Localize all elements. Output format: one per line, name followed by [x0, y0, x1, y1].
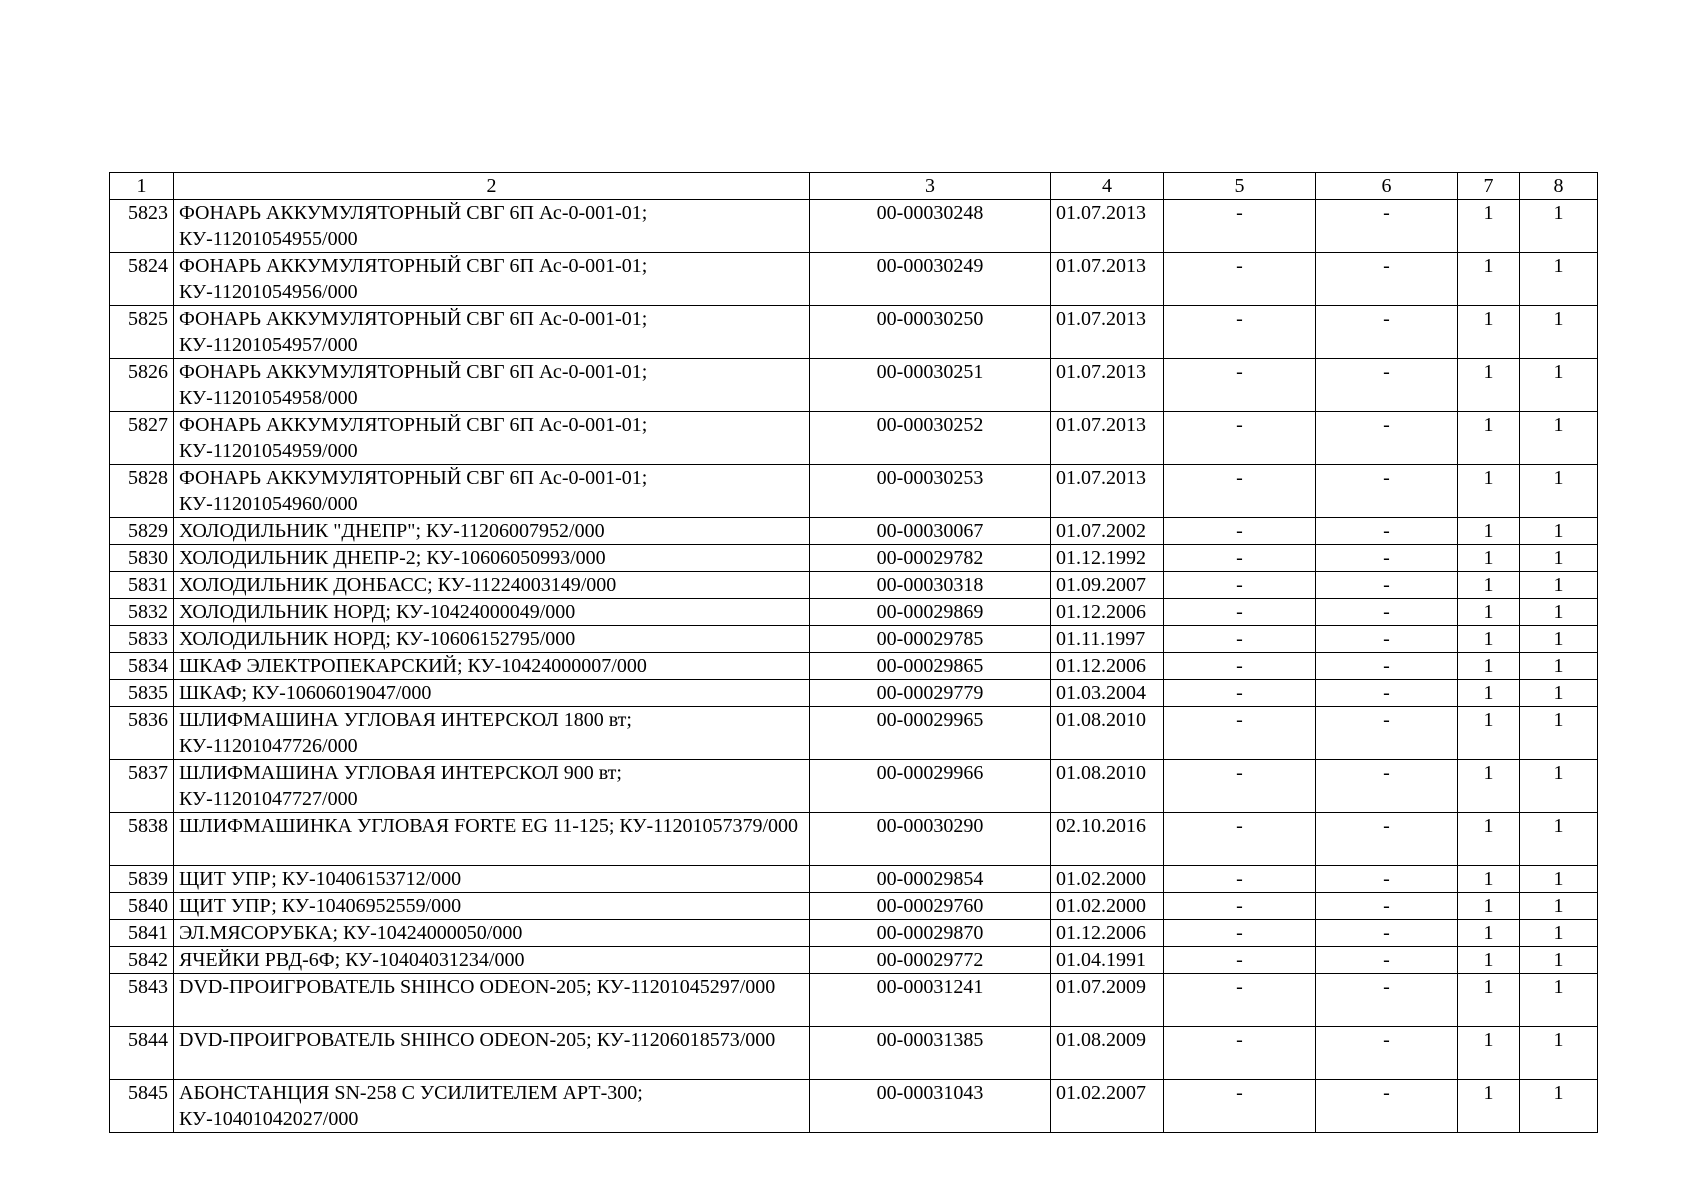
row-number: 5827 — [110, 412, 174, 465]
column-7-value: 1 — [1458, 707, 1520, 760]
column-5-value: - — [1164, 653, 1316, 680]
inventory-number: 00-00029865 — [810, 653, 1051, 680]
inventory-number: 00-00029966 — [810, 760, 1051, 813]
inventory-number: 00-00030250 — [810, 306, 1051, 359]
inventory-number: 00-00031241 — [810, 974, 1051, 1027]
table-row — [110, 599, 1598, 626]
inventory-number: 00-00030253 — [810, 465, 1051, 518]
item-name: ХОЛОДИЛЬНИК ДОНБАСС; КУ-11224003149/000 — [174, 572, 810, 599]
inventory-number: 00-00029785 — [810, 626, 1051, 653]
column-6-value: - — [1316, 866, 1458, 893]
item-name: ШКАФ; КУ-10606019047/000 — [174, 680, 810, 707]
column-6-value: - — [1316, 947, 1458, 974]
inventory-number: 00-00030251 — [810, 359, 1051, 412]
header-row — [110, 173, 1598, 200]
column-5-value: - — [1164, 200, 1316, 253]
item-date: 02.10.2016 — [1051, 813, 1164, 866]
item-name: ЩИТ УПР; КУ-10406153712/000 — [174, 866, 810, 893]
column-5-value: - — [1164, 974, 1316, 1027]
column-header-4: 4 — [1051, 173, 1164, 200]
column-7-value: 1 — [1458, 412, 1520, 465]
column-5-value: - — [1164, 518, 1316, 545]
column-5-value: - — [1164, 626, 1316, 653]
column-8-value: 1 — [1520, 1080, 1598, 1133]
table-row — [110, 760, 1598, 813]
column-6-value: - — [1316, 893, 1458, 920]
table-row — [110, 893, 1598, 920]
table-row — [110, 626, 1598, 653]
table-row — [110, 253, 1598, 306]
column-header-5: 5 — [1164, 173, 1316, 200]
row-number: 5837 — [110, 760, 174, 813]
item-date: 01.02.2000 — [1051, 866, 1164, 893]
column-7-value: 1 — [1458, 253, 1520, 306]
column-7-value: 1 — [1458, 465, 1520, 518]
column-5-value: - — [1164, 866, 1316, 893]
row-number: 5834 — [110, 653, 174, 680]
table-row — [110, 1080, 1598, 1133]
column-7-value: 1 — [1458, 599, 1520, 626]
inventory-number: 00-00029779 — [810, 680, 1051, 707]
column-6-value: - — [1316, 359, 1458, 412]
column-8-value: 1 — [1520, 572, 1598, 599]
row-number: 5840 — [110, 893, 174, 920]
item-date: 01.07.2009 — [1051, 974, 1164, 1027]
table-row — [110, 545, 1598, 572]
column-7-value: 1 — [1458, 359, 1520, 412]
column-6-value: - — [1316, 599, 1458, 626]
column-6-value: - — [1316, 653, 1458, 680]
table-row — [110, 412, 1598, 465]
item-date: 01.12.1992 — [1051, 545, 1164, 572]
column-6-value: - — [1316, 707, 1458, 760]
column-5-value: - — [1164, 680, 1316, 707]
column-8-value: 1 — [1520, 813, 1598, 866]
inventory-number: 00-00029854 — [810, 866, 1051, 893]
item-name: ШЛИФМАШИНА УГЛОВАЯ ИНТЕРСКОЛ 900 вт; КУ-11201047727/000 — [174, 760, 810, 813]
item-date: 01.12.2006 — [1051, 599, 1164, 626]
item-date: 01.02.2000 — [1051, 893, 1164, 920]
column-8-value: 1 — [1520, 680, 1598, 707]
row-number: 5843 — [110, 974, 174, 1027]
table-row — [110, 707, 1598, 760]
column-7-value: 1 — [1458, 974, 1520, 1027]
row-number: 5826 — [110, 359, 174, 412]
column-6-value: - — [1316, 974, 1458, 1027]
column-6-value: - — [1316, 760, 1458, 813]
item-date: 01.08.2009 — [1051, 1027, 1164, 1080]
inventory-number: 00-00030252 — [810, 412, 1051, 465]
inventory-number: 00-00031043 — [810, 1080, 1051, 1133]
row-number: 5824 — [110, 253, 174, 306]
column-7-value: 1 — [1458, 893, 1520, 920]
row-number: 5823 — [110, 200, 174, 253]
item-date: 01.09.2007 — [1051, 572, 1164, 599]
item-name: ФОНАРЬ АККУМУЛЯТОРНЫЙ СВГ 6П Ас-0-001-01; КУ-11201054958/000 — [174, 359, 810, 412]
column-8-value: 1 — [1520, 866, 1598, 893]
table-row — [110, 518, 1598, 545]
item-date: 01.11.1997 — [1051, 626, 1164, 653]
table-row — [110, 866, 1598, 893]
column-8-value: 1 — [1520, 599, 1598, 626]
item-date: 01.07.2013 — [1051, 200, 1164, 253]
column-5-value: - — [1164, 465, 1316, 518]
row-number: 5830 — [110, 545, 174, 572]
column-8-value: 1 — [1520, 760, 1598, 813]
item-date: 01.07.2013 — [1051, 465, 1164, 518]
column-8-value: 1 — [1520, 545, 1598, 572]
table-row — [110, 920, 1598, 947]
column-7-value: 1 — [1458, 626, 1520, 653]
item-name: ФОНАРЬ АККУМУЛЯТОРНЫЙ СВГ 6П Ас-0-001-01; КУ-11201054955/000 — [174, 200, 810, 253]
column-6-value: - — [1316, 412, 1458, 465]
column-header-1: 1 — [110, 173, 174, 200]
item-date: 01.07.2013 — [1051, 253, 1164, 306]
inventory-number: 00-00029870 — [810, 920, 1051, 947]
column-6-value: - — [1316, 572, 1458, 599]
table-body — [110, 200, 1598, 1133]
column-6-value: - — [1316, 465, 1458, 518]
item-date: 01.04.1991 — [1051, 947, 1164, 974]
column-7-value: 1 — [1458, 653, 1520, 680]
item-name: DVD-ПРОИГРОВАТЕЛЬ SHIHCO ODEON-205; КУ-11206018573/000 — [174, 1027, 810, 1080]
document-page — [109, 172, 1598, 1133]
column-header-6: 6 — [1316, 173, 1458, 200]
item-name: ФОНАРЬ АККУМУЛЯТОРНЫЙ СВГ 6П Ас-0-001-01; КУ-11201054959/000 — [174, 412, 810, 465]
item-date: 01.08.2010 — [1051, 707, 1164, 760]
item-date: 01.12.2006 — [1051, 920, 1164, 947]
column-header-3: 3 — [810, 173, 1051, 200]
table-row — [110, 813, 1598, 866]
column-8-value: 1 — [1520, 626, 1598, 653]
column-6-value: - — [1316, 813, 1458, 866]
column-6-value: - — [1316, 680, 1458, 707]
item-date: 01.07.2013 — [1051, 412, 1164, 465]
inventory-number: 00-00030248 — [810, 200, 1051, 253]
row-number: 5825 — [110, 306, 174, 359]
column-5-value: - — [1164, 412, 1316, 465]
item-name: ХОЛОДИЛЬНИК НОРД; КУ-10606152795/000 — [174, 626, 810, 653]
column-8-value: 1 — [1520, 306, 1598, 359]
item-date: 01.07.2013 — [1051, 306, 1164, 359]
table-row — [110, 947, 1598, 974]
item-date: 01.02.2007 — [1051, 1080, 1164, 1133]
item-name: DVD-ПРОИГРОВАТЕЛЬ SHIHCO ODEON-205; КУ-11201045297/000 — [174, 974, 810, 1027]
column-6-value: - — [1316, 1080, 1458, 1133]
item-date: 01.07.2002 — [1051, 518, 1164, 545]
column-5-value: - — [1164, 599, 1316, 626]
inventory-table — [109, 172, 1598, 1133]
item-name: ХОЛОДИЛЬНИК "ДНЕПР"; КУ-11206007952/000 — [174, 518, 810, 545]
column-6-value: - — [1316, 253, 1458, 306]
column-5-value: - — [1164, 545, 1316, 572]
column-7-value: 1 — [1458, 920, 1520, 947]
column-6-value: - — [1316, 306, 1458, 359]
column-7-value: 1 — [1458, 306, 1520, 359]
column-8-value: 1 — [1520, 1027, 1598, 1080]
column-5-value: - — [1164, 1027, 1316, 1080]
column-6-value: - — [1316, 1027, 1458, 1080]
table-row — [110, 465, 1598, 518]
row-number: 5839 — [110, 866, 174, 893]
item-name: ХОЛОДИЛЬНИК ДНЕПР-2; КУ-10606050993/000 — [174, 545, 810, 572]
inventory-number: 00-00029869 — [810, 599, 1051, 626]
column-5-value: - — [1164, 253, 1316, 306]
table-row — [110, 680, 1598, 707]
column-5-value: - — [1164, 707, 1316, 760]
column-7-value: 1 — [1458, 545, 1520, 572]
column-header-8: 8 — [1520, 173, 1598, 200]
row-number: 5841 — [110, 920, 174, 947]
column-7-value: 1 — [1458, 866, 1520, 893]
column-8-value: 1 — [1520, 974, 1598, 1027]
column-7-value: 1 — [1458, 947, 1520, 974]
column-6-value: - — [1316, 545, 1458, 572]
column-8-value: 1 — [1520, 359, 1598, 412]
row-number: 5844 — [110, 1027, 174, 1080]
column-7-value: 1 — [1458, 680, 1520, 707]
row-number: 5838 — [110, 813, 174, 866]
column-5-value: - — [1164, 893, 1316, 920]
inventory-number: 00-00029782 — [810, 545, 1051, 572]
column-6-value: - — [1316, 518, 1458, 545]
item-name: ФОНАРЬ АККУМУЛЯТОРНЫЙ СВГ 6П Ас-0-001-01; КУ-11201054960/000 — [174, 465, 810, 518]
row-number: 5829 — [110, 518, 174, 545]
column-5-value: - — [1164, 947, 1316, 974]
item-name: ЯЧЕЙКИ РВД-6Ф; КУ-10404031234/000 — [174, 947, 810, 974]
inventory-number: 00-00029760 — [810, 893, 1051, 920]
column-6-value: - — [1316, 200, 1458, 253]
item-name: ЩИТ УПР; КУ-10406952559/000 — [174, 893, 810, 920]
item-date: 01.12.2006 — [1051, 653, 1164, 680]
inventory-number: 00-00029772 — [810, 947, 1051, 974]
column-6-value: - — [1316, 626, 1458, 653]
column-8-value: 1 — [1520, 465, 1598, 518]
column-8-value: 1 — [1520, 920, 1598, 947]
row-number: 5836 — [110, 707, 174, 760]
column-5-value: - — [1164, 813, 1316, 866]
inventory-number: 00-00030067 — [810, 518, 1051, 545]
column-7-value: 1 — [1458, 1080, 1520, 1133]
column-8-value: 1 — [1520, 200, 1598, 253]
row-number: 5842 — [110, 947, 174, 974]
item-name: ФОНАРЬ АККУМУЛЯТОРНЫЙ СВГ 6П Ас-0-001-01; КУ-11201054957/000 — [174, 306, 810, 359]
column-6-value: - — [1316, 920, 1458, 947]
column-5-value: - — [1164, 306, 1316, 359]
column-8-value: 1 — [1520, 653, 1598, 680]
column-7-value: 1 — [1458, 760, 1520, 813]
table-row — [110, 359, 1598, 412]
item-name: АБОНСТАНЦИЯ SN-258 С УСИЛИТЕЛЕМ АРТ-300; КУ-10401042027/000 — [174, 1080, 810, 1133]
column-8-value: 1 — [1520, 947, 1598, 974]
inventory-number: 00-00029965 — [810, 707, 1051, 760]
column-7-value: 1 — [1458, 572, 1520, 599]
column-7-value: 1 — [1458, 1027, 1520, 1080]
row-number: 5831 — [110, 572, 174, 599]
column-5-value: - — [1164, 920, 1316, 947]
column-7-value: 1 — [1458, 518, 1520, 545]
row-number: 5845 — [110, 1080, 174, 1133]
inventory-number: 00-00030249 — [810, 253, 1051, 306]
column-8-value: 1 — [1520, 518, 1598, 545]
inventory-number: 00-00031385 — [810, 1027, 1051, 1080]
item-name: ШКАФ ЭЛЕКТРОПЕКАРСКИЙ; КУ-10424000007/000 — [174, 653, 810, 680]
item-name: ШЛИФМАШИНКА УГЛОВАЯ FORTE EG 11-125; КУ-11201057379/000 — [174, 813, 810, 866]
column-8-value: 1 — [1520, 707, 1598, 760]
table-row — [110, 306, 1598, 359]
column-8-value: 1 — [1520, 412, 1598, 465]
item-name: ХОЛОДИЛЬНИК НОРД; КУ-10424000049/000 — [174, 599, 810, 626]
column-8-value: 1 — [1520, 893, 1598, 920]
column-5-value: - — [1164, 572, 1316, 599]
inventory-number: 00-00030318 — [810, 572, 1051, 599]
item-date: 01.03.2004 — [1051, 680, 1164, 707]
column-header-2: 2 — [174, 173, 810, 200]
inventory-number: 00-00030290 — [810, 813, 1051, 866]
item-name: ЭЛ.МЯСОРУБКА; КУ-10424000050/000 — [174, 920, 810, 947]
item-name: ФОНАРЬ АККУМУЛЯТОРНЫЙ СВГ 6П Ас-0-001-01; КУ-11201054956/000 — [174, 253, 810, 306]
item-name: ШЛИФМАШИНА УГЛОВАЯ ИНТЕРСКОЛ 1800 вт; КУ-11201047726/000 — [174, 707, 810, 760]
row-number: 5835 — [110, 680, 174, 707]
table-row — [110, 653, 1598, 680]
row-number: 5833 — [110, 626, 174, 653]
table-row — [110, 200, 1598, 253]
column-5-value: - — [1164, 1080, 1316, 1133]
item-date: 01.07.2013 — [1051, 359, 1164, 412]
table-row — [110, 974, 1598, 1027]
column-8-value: 1 — [1520, 253, 1598, 306]
row-number: 5832 — [110, 599, 174, 626]
column-7-value: 1 — [1458, 813, 1520, 866]
column-5-value: - — [1164, 359, 1316, 412]
column-5-value: - — [1164, 760, 1316, 813]
column-7-value: 1 — [1458, 200, 1520, 253]
item-date: 01.08.2010 — [1051, 760, 1164, 813]
table-row — [110, 572, 1598, 599]
row-number: 5828 — [110, 465, 174, 518]
table-row — [110, 1027, 1598, 1080]
column-header-7: 7 — [1458, 173, 1520, 200]
